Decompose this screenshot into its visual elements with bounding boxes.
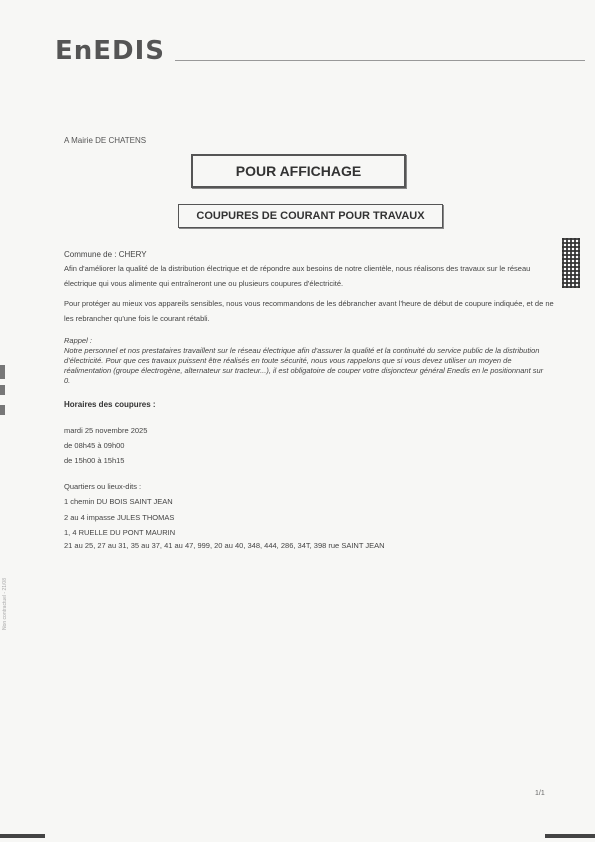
intro-paragraph: Afin d'améliorer la qualité de la distribution électrique et de répondre aux besoins de notre clientèle, nous réalisons des travaux sur le réseau électrique qui vous alimente qui entraîneront une ou plusieurs coupures d'électricité.	[64, 264, 531, 288]
enedis-logo: EnEDIS	[55, 36, 166, 66]
rappel-block	[64, 336, 544, 386]
scan-mark	[0, 385, 5, 395]
page-number: 1/1	[535, 790, 545, 797]
outage-slot-2: de 15h00 à 15h15	[64, 456, 125, 465]
title-box: POUR AFFICHAGE	[191, 154, 406, 188]
quartiers-title: Quartiers ou lieux-dits :	[64, 482, 142, 491]
quartier-item: 21 au 25, 27 au 31, 35 au 37, 41 au 47, 999, 20 au 40, 348, 444, 286, 34T, 398 rue SAINT JEAN	[64, 541, 385, 550]
scan-edge-left	[0, 834, 45, 838]
scan-edge-right	[545, 834, 595, 838]
quartier-item: 1, 4 RUELLE DU PONT MAURIN	[64, 528, 176, 537]
scan-mark	[0, 405, 5, 415]
subtitle-box: COUPURES DE COURANT POUR TRAVAUX	[178, 204, 443, 228]
rappel-text: Notre personnel et nos prestataires travaillent sur le réseau électrique afin d'assurer la qualité et la continuité du service public de la distribution d'électricité. Pour que ces travaux puissent être réalisés en toute sécurité, nous vous rappelons que si vous devez utiliser un moyen de réalimentation (groupe électrogène, alternateur sur tracteur...), il est obligatoire de couper votre disjoncteur général Enedis en le positionnant sur 0.	[64, 346, 544, 385]
quartier-item: 1 chemin DU BOIS SAINT JEAN	[64, 497, 173, 506]
scan-mark	[0, 365, 5, 379]
outage-date: mardi 25 novembre 2025	[64, 426, 148, 435]
commune-label: Commune de : CHERY	[64, 250, 147, 259]
rappel-label: Rappel :	[64, 336, 92, 345]
header-rule	[175, 60, 585, 61]
horaires-title: Horaires des coupures :	[64, 400, 156, 409]
recipient-address: A Mairie DE CHATENS	[64, 136, 147, 145]
datamatrix-code	[562, 238, 580, 288]
advice-paragraph: Pour protéger au mieux vos appareils sensibles, nous vous recommandons de les débrancher avant l'heure de début de coupure indiquée, et de ne les rebrancher qu'une fois le courant rétabli.	[64, 299, 554, 323]
side-reference: Non contractuel - 21/08	[2, 578, 8, 630]
quartier-item: 2 au 4 impasse JULES THOMAS	[64, 513, 175, 522]
outage-slot-1: de 08h45 à 09h00	[64, 441, 125, 450]
